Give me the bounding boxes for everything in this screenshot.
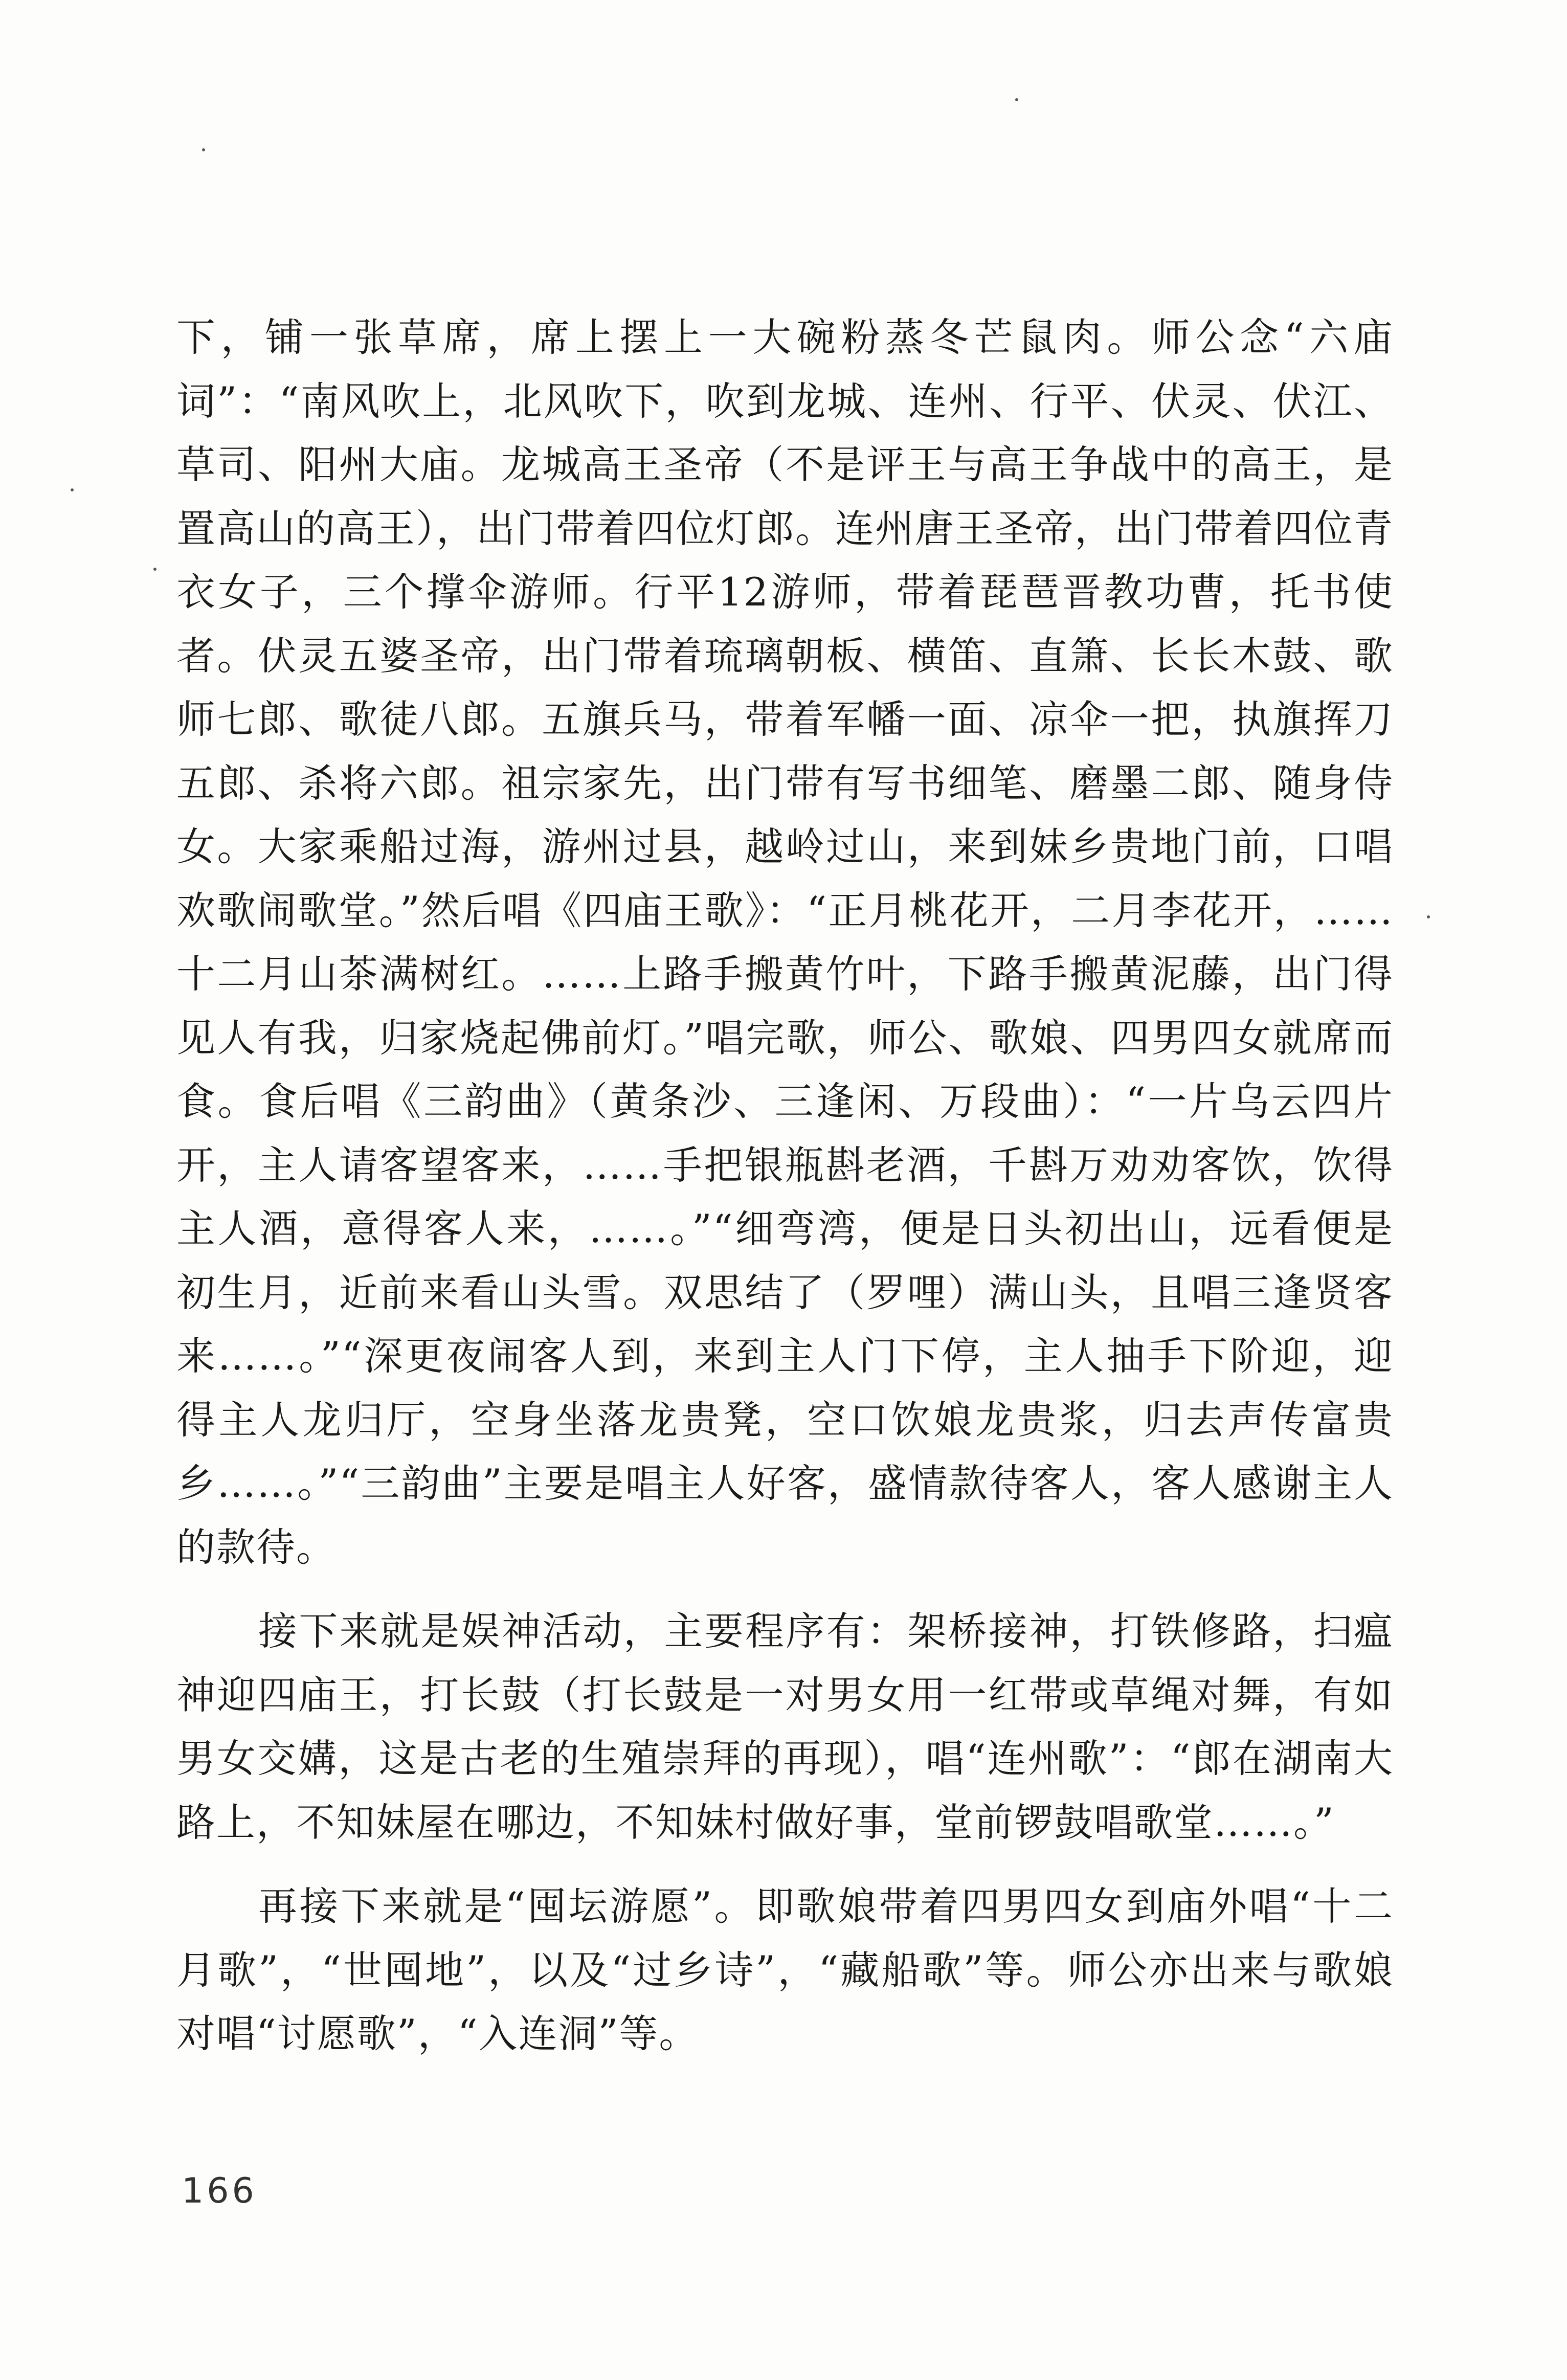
scan-speck: [202, 148, 205, 151]
scan-speck: [153, 568, 156, 571]
scan-speck: [71, 488, 74, 491]
paragraph-2: 接下来就是娱神活动，主要程序有：架桥接神，打铁修路，扫瘟神迎四庙王，打长鼓（打长鼓是一对男女用一红带或草绳对舞，有如男女交媾，这是古老的生殖崇拜的再现），唱“连州歌”：“郎在湖南大路上，不知妹屋在哪边，不知妹村做好事，堂前锣鼓唱歌堂……。”: [176, 1608, 1394, 1845]
scan-speck: [1015, 98, 1018, 101]
body-text: [176, 306, 1394, 2066]
paragraph-1: 下，铺一张草席，席上摆上一大碗粉蒸冬芒鼠肉。师公念“六庙词”：“南风吹上，北风吹下，吹到龙城、连州、行平、伏灵、伏江、草司、阳州大庙。龙城高王圣帝（不是评王与高王争战中的高王，是置高山的高王），出门带着四位灯郎。连州唐王圣帝，出门带着四位青衣女子，三个撑伞游师。行平12游师，带着琵琶晋教功曹，托书使者。伏灵五婆圣帝，出门带着琉璃朝板、横笛、直箫、长长木鼓、歌师七郎、歌徒八郎。五旗兵马，带着军幡一面、凉伞一把，执旗挥刀五郎、杀将六郎。祖宗家先，出门带有写书细笔、磨墨二郎、随身侍女。大家乘船过海，游州过县，越岭过山，来到妹乡贵地门前，口唱欢歌闹歌堂。”然后唱《四庙王歌》：“正月桃花开，二月李花开，……十二月山茶满树红。……上路手搬黄竹叶，下路手搬黄泥藤，出门得见人有我，归家烧起佛前灯。”唱完歌，师公、歌娘、四男四女就席而食。食后唱《三韵曲》（黄条沙、三逢闲、万段曲）：“一片乌云四片开，主人请客望客来，……手把银瓶斟老酒，千斟万劝劝客饮，饮得主人酒，意得客人来，……。”“细弯湾，便是日头初出山，远看便是初生月，近前来看山头雪。双思结了（罗哩）满山头，且唱三逢贤客来……。”“深更夜闹客人到，来到主人门下停，主人抽手下阶迎，迎得主人龙归厅，空身坐落龙贵凳，空口饮娘龙贵浆，归去声传富贵乡……。”“三韵曲”主要是唱主人好客，盛情款待客人，客人感谢主人的款待。: [176, 315, 1394, 1570]
paragraph-3: 再接下来就是“囤坛游愿”。即歌娘带着四男四女到庙外唱“十二月歌”，“世囤地”，以及“过乡诗”，“藏船歌”等。师公亦出来与歌娘对唱“讨愿歌”，“入连洞”等。: [176, 1883, 1394, 2056]
scan-speck: [1427, 915, 1430, 918]
page-number: 166: [182, 2171, 257, 2211]
